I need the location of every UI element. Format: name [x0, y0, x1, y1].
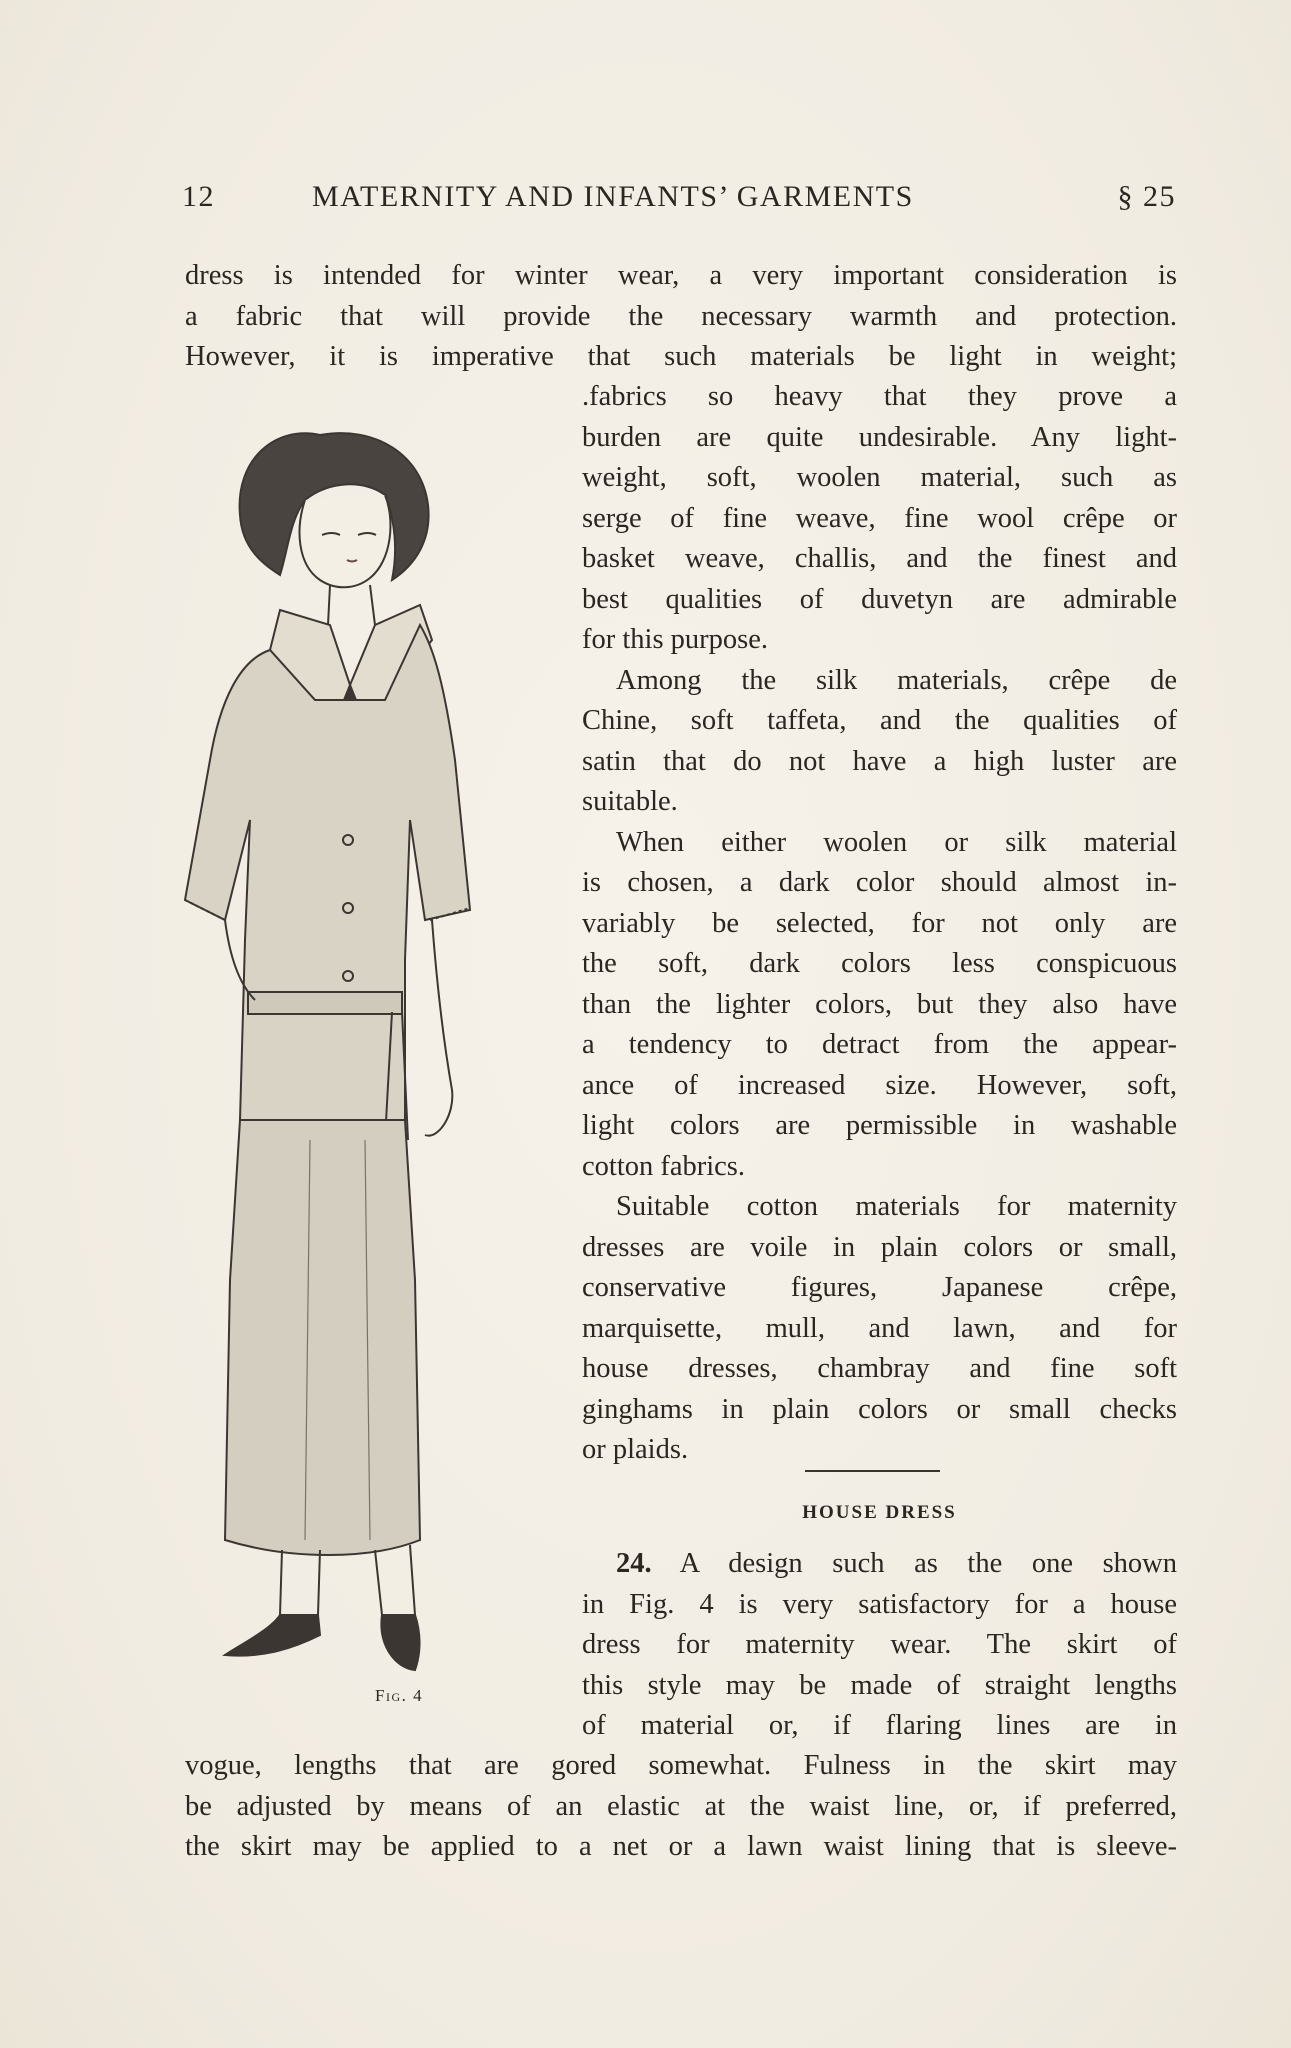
running-header	[182, 180, 1176, 228]
text-line: burden are quite undesirable. Any light-	[582, 421, 1177, 453]
text-line: However, it is imperative that such materials be light in weight;	[185, 341, 1177, 372]
text-line: this style may be made of straight lengths	[582, 1669, 1177, 1701]
figure-drawing	[185, 433, 470, 1670]
text-line: be adjusted by means of an elastic at the waist line, or, if preferred,	[185, 1790, 1177, 1822]
bottom-paragraph	[185, 1746, 1177, 1868]
paragraph-fabrics	[582, 377, 1177, 661]
text-line: dress for maternity wear. The skirt of	[582, 1629, 1177, 1660]
text-line: house dresses, chambray and fine soft	[582, 1353, 1177, 1384]
first-line-text: A design such as the one shown	[679, 1548, 1177, 1579]
section-heading: HOUSE DRESS	[802, 1502, 957, 1523]
text-line: vogue, lengths that are gored somewhat. Fulness in the skirt may	[185, 1750, 1177, 1781]
text-line: ance of increased size. However, soft,	[582, 1069, 1177, 1101]
top-paragraph	[185, 256, 1177, 378]
text-line: satin that do not have a high luster are	[582, 745, 1177, 777]
text-line: for this purpose.	[582, 624, 769, 655]
text-line: weight, soft, woolen material, such as	[582, 462, 1177, 493]
house-dress-illustration	[170, 400, 570, 1690]
text-line: a fabric that will provide the necessary warmth and protection.	[185, 300, 1177, 332]
text-line: ginghams in plain colors or small checks	[582, 1393, 1177, 1425]
text-line: a tendency to detract from the appear-	[582, 1029, 1177, 1060]
text-line: the skirt may be applied to a net or a lawn waist lining that is sleeve-	[185, 1831, 1177, 1862]
text-line: light colors are permissible in washable	[582, 1110, 1177, 1141]
text-line	[582, 1544, 1177, 1585]
text-line: of material or, if flaring lines are in	[582, 1710, 1177, 1741]
text-line: Suitable cotton materials for maternity	[616, 1191, 1177, 1222]
text-line: or plaids.	[582, 1434, 689, 1465]
paragraph-color	[582, 823, 1177, 1188]
paragraph-silk	[582, 661, 1177, 823]
text-line: best qualities of duvetyn are admirable	[582, 583, 1177, 615]
paragraph-number: 24.	[616, 1548, 652, 1579]
section-mark: § 25	[1117, 180, 1176, 213]
text-line: Chine, soft taffeta, and the qualities of	[582, 705, 1177, 736]
section-divider	[805, 1470, 940, 1472]
page-number: 12	[182, 180, 215, 213]
running-title: MATERNITY AND INFANTS’ GARMENTS	[312, 180, 914, 213]
text-line: dresses are voile in plain colors or small,	[582, 1231, 1177, 1263]
right-column	[582, 377, 1177, 1471]
text-line: conservative figures, Japanese crêpe,	[582, 1272, 1177, 1303]
text-line: variably be selected, for not only are	[582, 907, 1177, 939]
figure-caption: Fig. 4	[375, 1686, 424, 1705]
text-line: cotton fabrics.	[582, 1150, 746, 1182]
text-line: marquisette, mull, and lawn, and for	[582, 1312, 1177, 1344]
paragraph-cotton	[582, 1187, 1177, 1471]
house-dress-paragraph	[582, 1544, 1177, 1747]
text-line: dress is intended for winter wear, a very important consideration is	[185, 260, 1177, 291]
text-line: is chosen, a dark color should almost in-	[582, 867, 1177, 898]
text-line: Among the silk materials, crêpe de	[616, 664, 1177, 696]
text-line: When either woolen or silk material	[616, 826, 1177, 858]
text-line: .fabrics so heavy that they prove a	[582, 381, 1177, 412]
text-line: the soft, dark colors less conspicuous	[582, 948, 1177, 979]
text-line: suitable.	[582, 786, 678, 817]
text-line: than the lighter colors, but they also have	[582, 988, 1177, 1020]
text-line: basket weave, challis, and the finest and	[582, 543, 1177, 574]
text-line: in Fig. 4 is very satisfactory for a house	[582, 1588, 1177, 1620]
text-line: serge of fine weave, fine wool crêpe or	[582, 502, 1177, 534]
